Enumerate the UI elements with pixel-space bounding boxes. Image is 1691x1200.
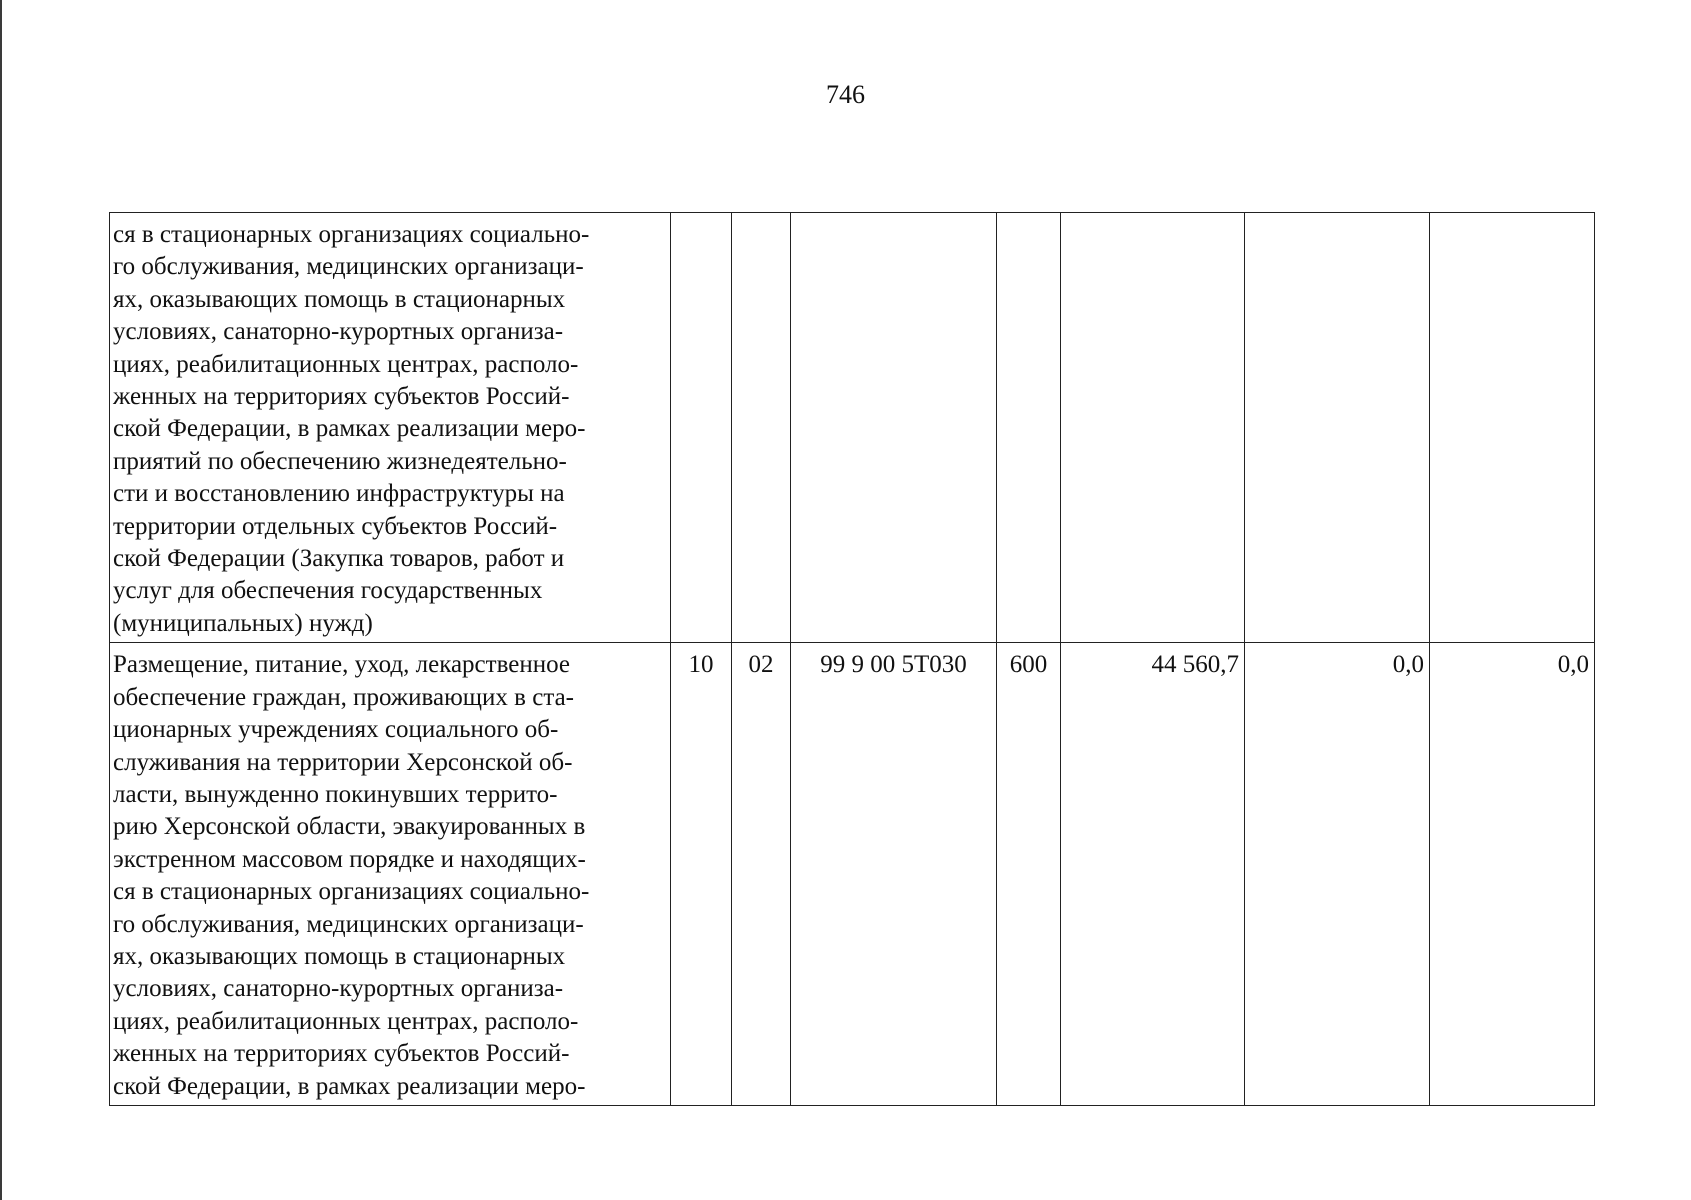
amount-year1-cell: 44 560,7 <box>1061 643 1245 1106</box>
subsection-code-cell: 02 <box>732 643 791 1106</box>
section-code-cell <box>671 213 732 643</box>
page-number: 746 <box>826 80 865 109</box>
target-article-cell <box>791 213 997 643</box>
amount-year1-cell <box>1061 213 1245 643</box>
row-description: Размещение, питание, уход, лекарственное обеспечение граждан, проживающих в ста- ционарных учреждениях социального об- служивания на территории Херсонской об- ласти, вынужденно покинувших террито- рию Херсонской области, эвакуированных в экстренном массовом порядке и находящих- ся в стационарных организациях социально- го обслуживания, медицинских организаци- ях, оказывающих помощь в стационарных условиях, санаторно-курортных организа- циях, реабилитационных центрах, располо- женных на территориях субъектов Россий- ской Федерации, в рамках реализации меро- <box>110 643 671 1106</box>
amount-year2-cell <box>1245 213 1430 643</box>
row-description: ся в стационарных организациях социально- го обслуживания, медицинских организаци- ях, оказывающих помощь в стационарных условиях, санаторно-курортных организа- циях, реабилитационных центрах, располо- женных на территориях субъектов Россий- ской Федерации, в рамках реализации меро- приятий по обеспечению жизнедеятельно- сти и восстановлению инфраструктуры на территории отдельных субъектов Россий- ской Федерации (Закупка товаров, работ и услуг для обеспечения государственных (муниципальных) нужд) <box>110 213 671 643</box>
table-row <box>110 643 1595 1106</box>
amount-year2-cell: 0,0 <box>1245 643 1430 1106</box>
table-row <box>110 213 1595 643</box>
amount-year3-cell <box>1430 213 1595 643</box>
section-code-cell: 10 <box>671 643 732 1106</box>
amount-year3-cell: 0,0 <box>1430 643 1595 1106</box>
target-article-cell: 99 9 00 5Т030 <box>791 643 997 1106</box>
expense-type-cell <box>997 213 1061 643</box>
page-left-edge <box>0 0 2 1200</box>
budget-table <box>109 212 1595 1106</box>
expense-type-cell: 600 <box>997 643 1061 1106</box>
subsection-code-cell <box>732 213 791 643</box>
